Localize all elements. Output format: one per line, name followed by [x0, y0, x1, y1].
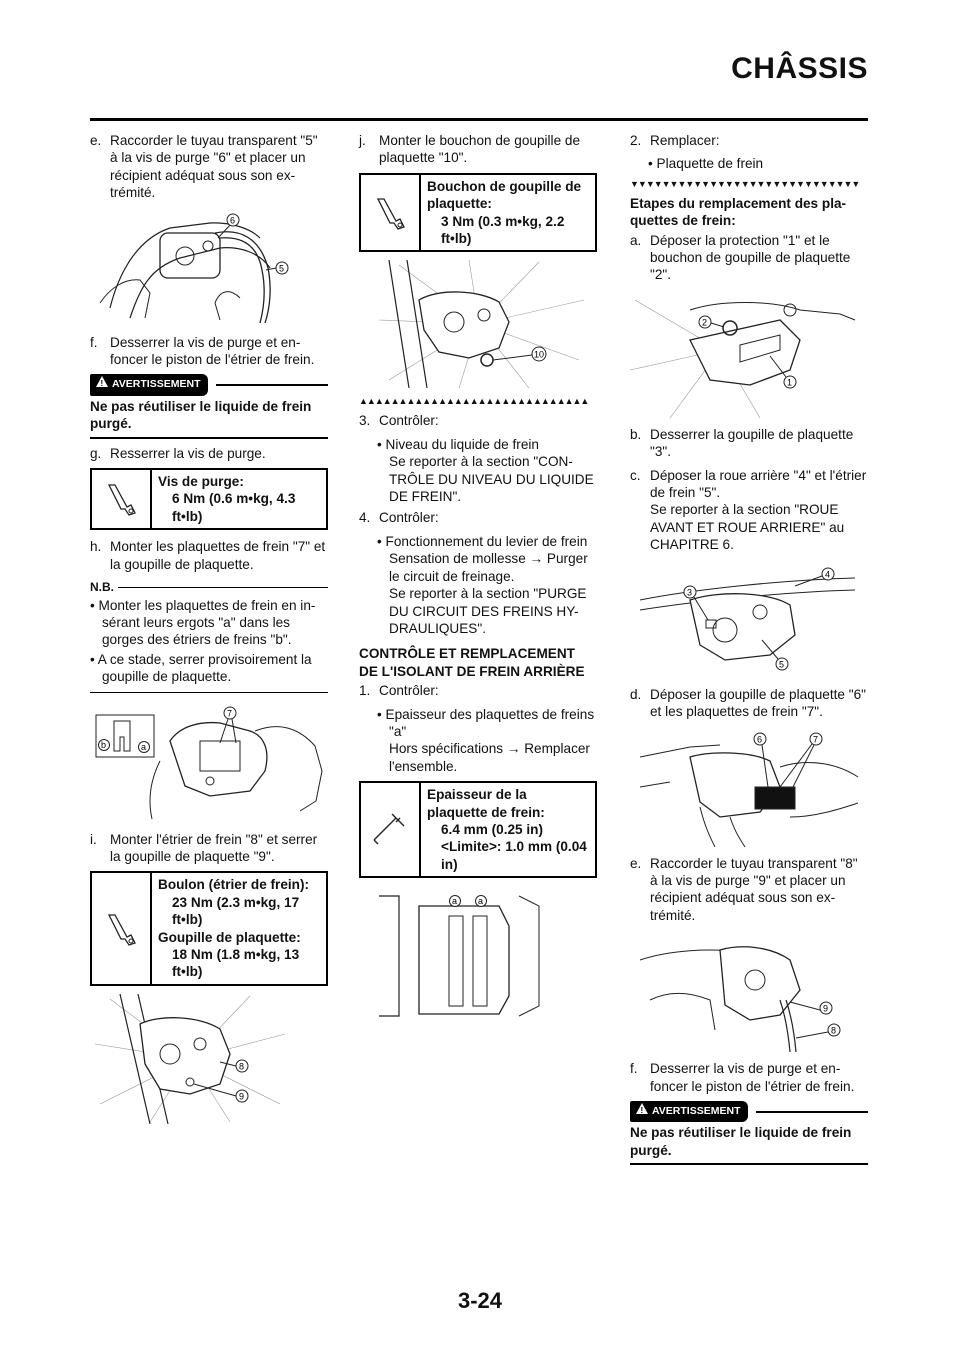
callout-3: 3 — [687, 587, 693, 598]
figure-protector-removal — [630, 290, 868, 418]
torque-wrench-icon — [92, 470, 152, 528]
figure-bleed-hose — [90, 208, 328, 326]
callout-a: a — [478, 896, 484, 907]
figure-rear-caliper — [630, 560, 868, 678]
figure-bleed-hose-rear — [630, 930, 868, 1052]
callout-5: 5 — [779, 659, 785, 670]
step-e: e. Raccorder le tuyau transparent "5" à la vis de purge "6" et placer un récipient adéquat sous son ex-trémité. — [90, 133, 318, 201]
warning-badge: ! AVERTISSEMENT — [90, 374, 208, 395]
caliper-gauge-icon — [361, 783, 421, 876]
torque-wrench-icon — [92, 873, 152, 983]
callout-a: a — [141, 741, 147, 752]
figure-pad-removal — [630, 727, 868, 847]
step-2: 2. Remplacer: — [630, 133, 720, 148]
callout-a: a — [452, 896, 458, 907]
figure-pad-pin-plug — [359, 260, 597, 388]
callout-8: 8 — [239, 1061, 245, 1072]
callout-5: 5 — [279, 263, 285, 274]
figure-caliper-install — [90, 994, 328, 1124]
step-b: b. Desserrer la goupille de plaquette "3". — [630, 426, 854, 460]
callout-9: 9 — [239, 1091, 245, 1102]
step-h: h. Monter les plaquettes de frein "7" et la goupille de plaquette. — [90, 539, 326, 572]
step-1: 1. Contrôler: — [359, 683, 439, 699]
torque-spec-bleed-screw: Vis de purge: 6 Nm (0.6 m•kg, 4.3 ft•lb) — [90, 468, 328, 530]
callout-8: 8 — [831, 1025, 837, 1036]
svg-text:!: ! — [100, 379, 104, 389]
step-c: c. Déposer la roue arrière "4" et l'étrier de frein "5". — [630, 467, 867, 501]
step-e2: e. Raccorder le tuyau transparent "8" à la vis de purge "9" et placer un récipient adéquat sous son ex-trémité. — [630, 855, 858, 923]
warning-icon — [635, 1102, 649, 1115]
torque-spec-caliper: Boulon (étrier de frein): 23 Nm (2.3 m•kg, 17 ft•lb) Goupille de plaquette: 18 Nm (1.8 m•kg, 13 ft•lb) — [90, 871, 328, 985]
step-3: 3. Contrôler: — [359, 413, 439, 429]
steps-title: Etapes du remplacement des pla-quettes de frein: — [630, 195, 847, 229]
figure-brake-pads — [90, 701, 328, 823]
torque-wrench-icon — [361, 175, 421, 251]
callout-4: 4 — [825, 569, 831, 580]
page-title: CHÂSSIS — [731, 52, 868, 85]
header-rule — [90, 118, 868, 121]
section-start-marker: ▼▼▼▼▼▼▼▼▼▼▼▼▼▼▼▼▼▼▼▼▼▼▼▼▼▼▼▼▼ — [630, 178, 860, 189]
step-a: a. Déposer la protection "1" et le bouchon de goupille de plaquette "2". — [630, 232, 851, 283]
callout-10: 10 — [534, 349, 545, 360]
callout-9: 9 — [823, 1003, 829, 1014]
step-f: f. Desserrer la vis de purge et en-foncer le piston de l'étrier de frein. — [90, 334, 315, 368]
warning-text: Ne pas réutiliser le liquide de frein purgé. — [90, 398, 328, 439]
callout-7: 7 — [227, 708, 233, 719]
step-4: 4. Contrôler: — [359, 510, 439, 526]
step-j: j. Monter le bouchon de goupille de plaquette "10". — [359, 133, 581, 166]
svg-text:!: ! — [640, 1105, 644, 1115]
step-f2: f. Desserrer la vis de purge et en-foncer le piston de l'étrier de frein. — [630, 1061, 855, 1094]
note-header: N.B. — [90, 579, 328, 596]
step-g: g. Resserrer la vis de purge. — [90, 445, 266, 461]
warning-icon — [95, 375, 109, 388]
column-right: 2. Remplacer: • Plaquette de frein ▼▼▼▼▼▼▼▼▼▼▼▼▼▼▼▼▼▼▼▼▼▼▼▼▼▼▼▼▼ Etapes du remplacement des pla-quettes de frein: a. Déposer la protection "1" et le bouchon de goupille de plaquette "2". 2 1 b. Desserrer la goupille de plaquette "3". c. Déposer la roue arrière "4" et l'étrier de frein "5". Se reporter à la section "ROUE AVANT ET ROUE ARRIERE" au CHAPITRE 6. 4 3 5 d. Déposer la goupille de plaquette "6" et les plaquettes de frein "7". 6 7 e. Raccorder le tuyau transparent "8" à la vis de purge "9" et placer un récipient adéquat sous son ex-trémité. 9 8 f. Desserrer la vis de purge et en-foncer le piston de l'étrier de frein. ! AVERTISSEMENT Ne pas réutiliser le liquide de frein purgé. — [630, 132, 868, 1171]
warning-text: Ne pas réutiliser le liquide de frein purgé. — [630, 1124, 868, 1165]
section-end-marker: ▲▲▲▲▲▲▲▲▲▲▲▲▲▲▲▲▲▲▲▲▲▲▲▲▲▲▲▲▲ — [359, 396, 589, 407]
step-d: d. Déposer la goupille de plaquette "6" et les plaquettes de frein "7". — [630, 686, 866, 720]
check-item: • Epaisseur des plaquettes de freins "a" — [377, 706, 595, 739]
note-item: • A ce stade, serrer provisoirement la goupille de plaquette. — [90, 651, 312, 685]
callout-7: 7 — [813, 734, 819, 744]
callout-6: 6 — [757, 734, 763, 744]
column-middle: j. Monter le bouchon de goupille de plaquette "10". Bouchon de goupille de plaquette: 3 Nm (0.3 m•kg, 2.2 ft•lb) 10 ▲▲▲▲▲▲▲▲▲▲▲▲▲▲▲▲▲▲▲▲▲▲▲▲▲▲▲▲▲ 3. Contrôler: • Niveau du liquide de frein Se reporter à la section "CON-TRÔLE DU NIVEAU DU LIQUIDE DE FREIN". 4. Contrôler: • Fonctionnement du levier de frein Sensation de mollesse → Purger le circuit de freinage. Se reporter à la section "PURGE DU CIRCUIT DES FREINS HY-DRAULIQUES". CONTRÔLE ET REMPLACEMENT DE L'ISOLANT DE FREIN ARRIÈRE 1. Contrôler: • Epaisseur des plaquettes de freins "a" Hors spécifications → Remplacer l'ensemble. Epaisseur de la plaquette de frein: 6.4 mm (0.25 in) <Limite>: 1.0 mm (0.04 in) a a — [359, 132, 597, 1026]
callout-2: 2 — [702, 317, 708, 328]
callout-6: 6 — [230, 215, 236, 226]
check-item: • Fonctionnement du levier de frein — [377, 533, 588, 549]
figure-pad-thickness — [359, 886, 597, 1018]
check-item: • Niveau du liquide de frein — [377, 436, 539, 452]
step-i: i. Monter l'étrier de frein "8" et serrer la goupille de plaquette "9". — [90, 831, 318, 864]
section-title: CONTRÔLE ET REMPLACEMENT DE L'ISOLANT DE FREIN ARRIÈRE — [359, 646, 585, 679]
callout-1: 1 — [787, 377, 793, 388]
note-item: • Monter les plaquettes de frein en in-sérant leurs ergots "a" dans les gorges des étriers de freins "b". — [90, 597, 316, 648]
warning-badge: ! AVERTISSEMENT — [630, 1101, 748, 1122]
warning-header — [90, 374, 328, 395]
callout-b: b — [101, 739, 107, 750]
replace-item: • Plaquette de frein — [648, 156, 764, 172]
warning-header — [630, 1101, 868, 1122]
page-number: 3-24 — [457, 1288, 503, 1313]
limit-spec-pad-thickness: Epaisseur de la plaquette de frein: 6.4 mm (0.25 in) <Limite>: 1.0 mm (0.04 in) — [359, 781, 597, 878]
torque-spec-pad-pin-plug: Bouchon de goupille de plaquette: 3 Nm (0.3 m•kg, 2.2 ft•lb) — [359, 173, 597, 253]
column-left — [90, 132, 328, 1132]
